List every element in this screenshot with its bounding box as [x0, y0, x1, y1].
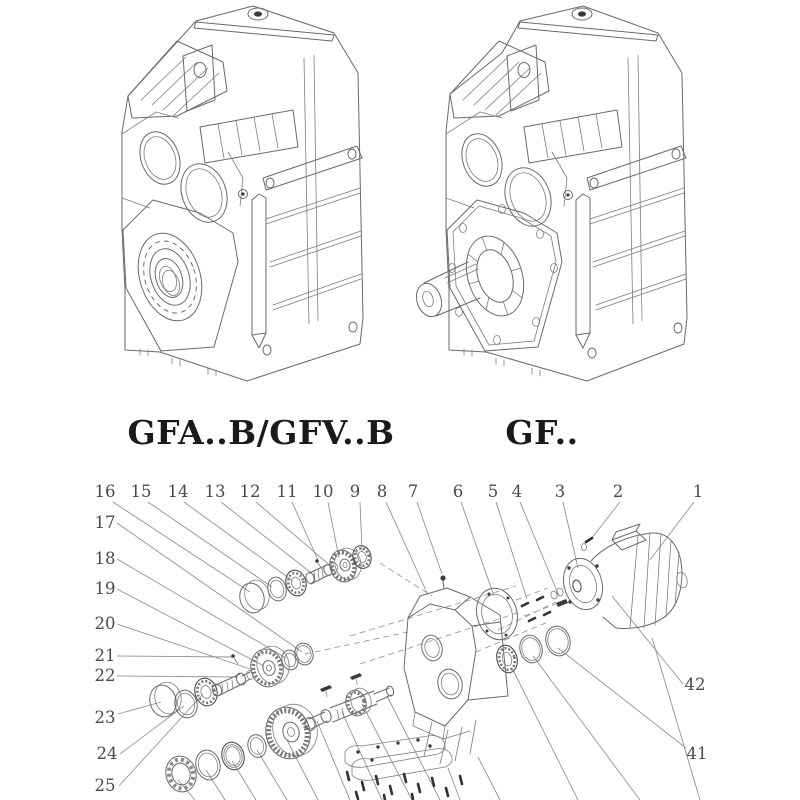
callout-9: 9 [349, 482, 361, 501]
callout-24: 24 [96, 744, 118, 763]
callout-25: 25 [94, 776, 116, 795]
caption-gfa-gfv: GFA..B/GFV..B [127, 413, 395, 452]
callout-11: 11 [276, 482, 298, 501]
callout-16: 16 [94, 482, 116, 501]
bore-upper-left [133, 126, 187, 190]
figure-gf-drawing [412, 6, 687, 381]
caption-gf: GF.. [505, 413, 579, 452]
callout-3: 3 [554, 482, 566, 501]
callout-1: 1 [692, 482, 704, 501]
callout-2: 2 [612, 482, 624, 501]
exploded-parts-diagram [95, 482, 708, 800]
callout-8: 8 [376, 482, 388, 501]
callout-12: 12 [239, 482, 261, 501]
input-pinion-assembly [237, 544, 374, 616]
figure-gfa-gfv-drawing [122, 6, 363, 381]
electric-motor [558, 524, 689, 628]
output-side-rings [494, 623, 574, 675]
callout-23: 23 [94, 708, 116, 727]
callout-14: 14 [167, 482, 189, 501]
bore-upper-right [455, 128, 509, 192]
callout-numbers [95, 482, 708, 795]
lifting-hole-right [572, 8, 592, 20]
callout-7: 7 [407, 482, 419, 501]
callout-10: 10 [312, 482, 334, 501]
intermediate-shaft-assembly [146, 641, 315, 720]
bore-lower-left [173, 157, 235, 228]
callout-4: 4 [511, 482, 523, 501]
callout-5: 5 [487, 482, 499, 501]
callout-42: 42 [684, 675, 706, 694]
callout-17: 17 [94, 513, 116, 532]
spoked-bearing-ring [457, 229, 534, 324]
callout-15: 15 [130, 482, 152, 501]
callout-19: 19 [94, 579, 116, 598]
callout-6: 6 [452, 482, 464, 501]
callout-22: 22 [94, 666, 116, 685]
callout-13: 13 [204, 482, 226, 501]
motor-adapter-parts [471, 538, 592, 644]
callout-41: 41 [686, 744, 708, 763]
callout-21: 21 [94, 646, 116, 665]
lifting-hole-left [248, 8, 268, 20]
leader-lines [113, 502, 694, 786]
callout-20: 20 [94, 614, 116, 633]
callout-18: 18 [94, 549, 116, 568]
